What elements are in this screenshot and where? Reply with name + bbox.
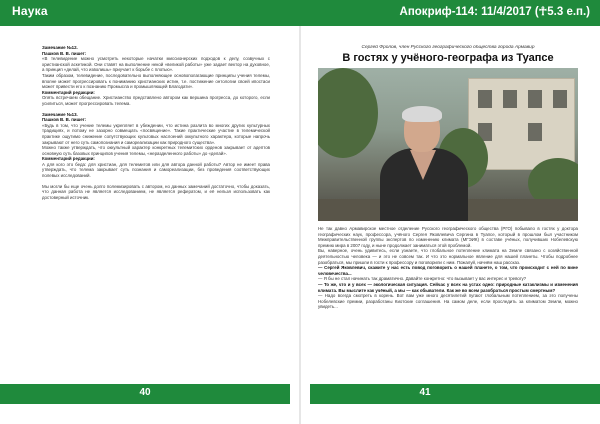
article-intro: Не так давно Армавирское местное отделение Русского географического общества (РГО) побывало в гостях у доктора географических наук, профессора, учёного Сергея Яковлевича Сергина в Туапсе, который в прошлом был участником Межправительственной группы экспертов по изменению климата (МГЭИК) в составе учёных, получивших Нобелевскую премию мира в 2007 году, и ныне продолжает заниматься этой проблемой. (318, 226, 578, 248)
left-page (42, 45, 270, 405)
editorial-comment-12: Опять встречаем обещание. Христианство представлено автором как вершина прогресса, до которого, если усилиться, может прогрессировать телема. (42, 95, 270, 106)
page-gutter (299, 26, 301, 424)
article-paragraph-2: Вы, наверное, очень удивитесь, если узнаете, что глобальное потепление климата на Земле связано с хозяйственной деятельностью человека — и это не совсем так. И что это нормальное явление для нашей планеты. Чтобы подробнее разобраться, мы пришли в гости к профессору и поговорили с ним. Пожалуй, начнём наш рассказ. (318, 248, 578, 265)
note-13-heading: Замечание №13. (42, 111, 78, 117)
footer-bar-right (310, 384, 600, 404)
interview-answer-1: — Я бы не стал начинать так драматично. Давайте конкретно: что вызывает у вас интерес и тревогу? (318, 276, 527, 282)
interview-question-2: — То же, что и у всех — экологическая ситуация. Сейчас у всех на устах одно: природные катаклизмы и изменения климата. Вы мыслите как учёный, а мы — как обыватели. Как же во всем разобраться простым смертным? (318, 281, 578, 293)
interview-question-1: — Сергей Яковлевич, скажите у нас есть повод поговорить о нашей планете, о том, что происходит с ней по вине человечества... (318, 265, 578, 276)
page-number-left: 40 (139, 387, 151, 398)
tree-left (318, 68, 378, 158)
right-page (318, 45, 578, 405)
scientist-photo (318, 68, 578, 221)
hair (402, 106, 442, 122)
note-12-author: Пашков В. В. пишет: (42, 50, 87, 56)
scientist-figure (380, 108, 468, 221)
page-header (0, 0, 600, 26)
note-13-analysis: Можно также утверждать, что оккультный характер конкретных телемитских орденов закрывает от адептов основную суть базовых принципов учения телемы, «неразделенного работы» до «делай». (42, 145, 270, 156)
editorial-comment-13: А для кого это беда: для христиан, для телемитов или для автора данной работы? Автор не имеет права утверждать, что телема закрывает суть познания и самореализации, без проведения соответствующих полевых исследований. (42, 161, 270, 179)
page-number-right: 41 (419, 387, 431, 398)
building-window (478, 90, 492, 108)
interview-answer-2: — Надо всегда смотреть в корень. Вот вам уже много десятилетий пугают глобальным потеплением, за это получены Нобелевские премии, разработаны Киотские соглашения. На самом деле, если проследить за климатом Земли, можно увидеть... (318, 293, 578, 310)
building-window (503, 90, 517, 108)
note-12-quote: «В телевидение можно усмотреть некоторые начатки миссионерских подходов к делу, созвучных с христианской аскетикой. Они ставят на выполнение некой «великой работы» уже задает вектор на духовное, а принцип «делай, что изволишь» приучает к борьбе с плотью». (42, 56, 270, 73)
note-13-quote: «Будь в том, что учение телемы укрепляет в убеждении, что истина разлита во многих других культурных традициях, и потому не зазорно совмещать «посвящение». Такие практические участие в телемической практике ощутимо снижение сопутствующих культовых наслоений оккультного характера, которые напрочь закрывают от него суть самопознания и самореализации как природного существа». (42, 122, 270, 145)
note-12-quote-continued: Таким образом, телевидение, последовательно выполняющее основополагающие принципы учения телемы, вполне может прогрессировать к пониманию христианских истин, т.е. постижение онтологии своей ипостаси может привести его к познанию Промысла и промышляющей Благодати». (42, 72, 270, 90)
building-window (528, 90, 542, 108)
editorial-comment-heading: Комментарий редакции: (42, 89, 95, 95)
note-13-author: Пашков В. В. пишет: (42, 117, 87, 123)
article-author: Сергей Фролов, член Русского географического общества города Армавир (361, 45, 535, 50)
issue-label: Апокриф-114: 11/4/2017 (☥5.3 е.п.) (399, 6, 590, 18)
conclusion-paragraph: Мы могли бы еще очень долго полемизировать с автором, но данных замечаний достаточно, чтобы доказать, что данная работа не является исследованием, не является рефератом, и её нельзя использовать как достоверный источник. (42, 183, 270, 200)
section-title: Наука (12, 4, 48, 18)
note-12-heading: Замечание №12. (42, 45, 78, 50)
article-title: В гостях у учёного-географа из Туапсе (342, 52, 554, 64)
building-window (553, 90, 567, 108)
building-window (528, 123, 542, 141)
editorial-comment-heading-2: Комментарий редакции: (42, 156, 95, 162)
